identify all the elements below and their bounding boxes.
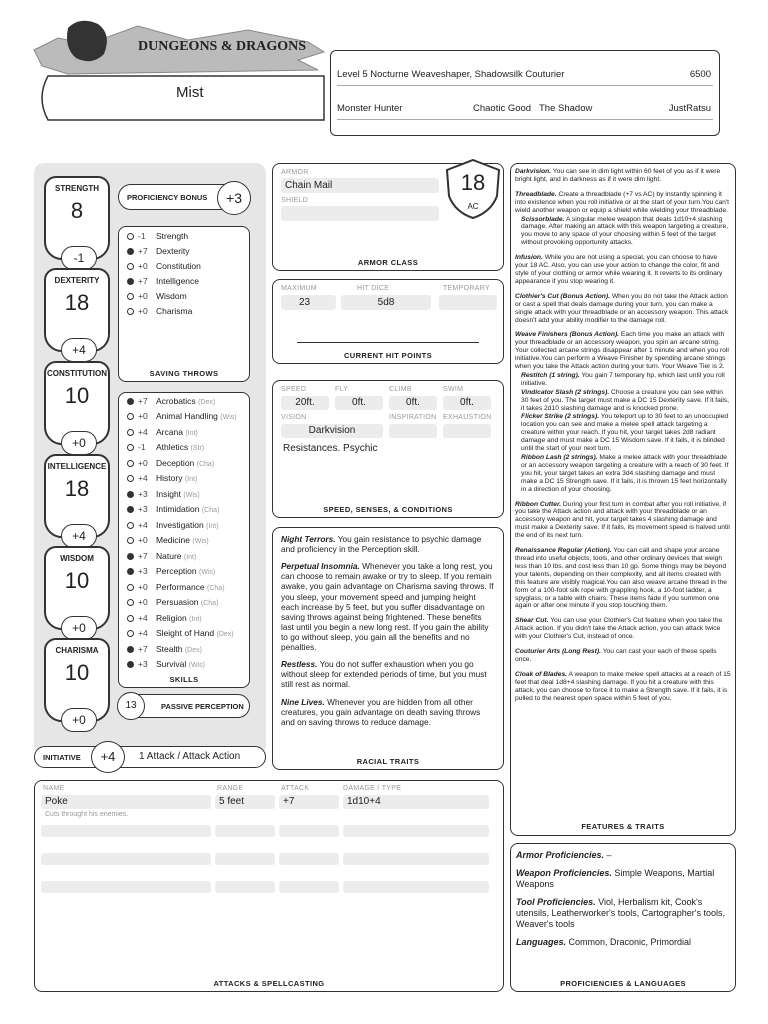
skill-row[interactable]: +4 Sleight of Hand (Dex) xyxy=(127,628,234,642)
armor-class-panel: ARMOR Chain Mail SHIELD 18 AC ARMOR CLASS xyxy=(272,163,504,271)
racial-trait: Restless. You do not suffer exhaustion when you go without sleep for extended periods of time, but you must still rest as normal. xyxy=(281,659,487,690)
attacks-panel: NAME RANGE ATTACK DAMAGE / TYPE Poke 5 feet +7 1d10+4 Cuts throught his enemies. ATTACKS & SPELLCASTING xyxy=(34,780,504,992)
save-strength[interactable]: -1 Strength xyxy=(127,231,188,245)
save-dexterity[interactable]: +7 Dexterity xyxy=(127,246,190,260)
racial-traits-title: RACIAL TRAITS xyxy=(356,756,420,766)
hit-dice[interactable]: 5d8 xyxy=(341,295,431,310)
skill-row[interactable]: +0 Performance (Cha) xyxy=(127,582,225,596)
skill-row[interactable]: +4 History (Int) xyxy=(127,473,197,487)
proficiencies-panel xyxy=(510,843,736,992)
skill-row[interactable]: +0 Deception (Cha) xyxy=(127,458,214,472)
feature: Restitch (1 string). You gain 7 temporary hp, which last until you roll initiative. xyxy=(521,371,725,387)
exhaustion-field[interactable] xyxy=(443,424,491,438)
racial-trait: Night Terrors. You gain resistance to psychic damage and proficiency in the Perception skill. xyxy=(281,534,482,555)
skill-row[interactable]: +4 Religion (Int) xyxy=(127,613,202,627)
skill-row[interactable]: +7 Acrobatics (Dex) xyxy=(127,396,215,410)
racial-trait: Nine Lives. Whenever you are hidden from all other creatures, you gain advantage on death saving throws and on saving throws to reduce damage. xyxy=(281,696,481,727)
feature: Ribbon Cutter. During your first turn in combat after you roll initiative, if you take the Attack action and attack with your threadblade or an accessory weapon and hit, your target takes 4 slashing damage and must make a Dexterity save. If it fails, its movement speed is halved until the end of its next turn. xyxy=(515,500,730,540)
attack-range[interactable]: 5 feet xyxy=(215,795,275,809)
hit-points-panel: MAXIMUM HIT DICE TEMPORARY 23 5d8 CURRENT HIT POINTS xyxy=(272,279,504,364)
logo-text: DUNGEONS & DRAGONS xyxy=(138,39,307,54)
feature: Ribbon Lash (2 strings). Make a melee attack with your threadblade or an accessory weapon targeting a creature with a reach of 30 feet. If you hit, your target takes an extra 3d4 slashing damage and must make a DC 15 Strength save. If it fails, it is thrown 15 feet horizontally in a direction of your choosing. xyxy=(521,454,729,493)
skill-row[interactable]: +7 Nature (Int) xyxy=(127,551,196,565)
feature: Threadblade. Create a threadblade (+7 vs AC) by instantly spinning it into existence when you roll initiative or at the start of your turn.You can't wield another weapon or equip a shield while wielding your threadblade. xyxy=(515,190,730,214)
passive-perception-value[interactable]: 13 xyxy=(117,692,145,720)
feature: Renaissance Regular (Action). You can call and shape your arcane thread into useful objects, tools, and other ordinary devices that weigh less than 10 lbs. and cost less than 10 gp. Some things may be beyond your talents, depending on their complexity, and all items created with this feature are visibly magical.You can also weave arcane thread in the form of a 100-foot silk rope with grappling hook, a 10-foot ladder, a spyglass, or a table with chairs. These items fade if you summon one again or after one minute if you stop touching them. xyxy=(515,547,728,610)
vision-field[interactable]: Darkvision xyxy=(281,424,383,438)
speed-swim[interactable]: 0ft. xyxy=(443,396,491,410)
skill-row[interactable]: +3 Intimidation (Cha) xyxy=(127,504,219,518)
feature: Flicker Strike (2 strings). You teleport up to 30 feet to an unoccupied location you can see and make a melee spell attack targeting a creature within your reach. If you hit, your target takes 2d8 radiant damage and must make a DC 15 Wisdom save. If it fails, it is blinded until the start of your next turn. xyxy=(521,413,729,453)
attack-name[interactable]: Poke xyxy=(41,795,211,809)
speed-walk[interactable]: 20ft. xyxy=(281,396,329,410)
race[interactable]: The Shadow xyxy=(539,103,593,114)
background[interactable]: Monster Hunter xyxy=(337,103,403,114)
attack-damage[interactable]: 1d10+4 xyxy=(343,795,489,809)
speed-climb[interactable]: 0ft. xyxy=(389,396,437,410)
ability-intelligence[interactable]: INTELLIGENCE 18 +4 xyxy=(44,454,110,538)
racial-traits-panel xyxy=(272,527,504,770)
proficiency-item: Armor Proficiencies. – xyxy=(516,850,612,860)
attack-bonus[interactable]: +7 xyxy=(279,795,339,809)
ability-strength[interactable]: STRENGTH 8 -1 xyxy=(44,176,110,260)
feature: Darkvision. You can see in dim light within 60 feet of you as if it were bright light, and in darkness as if it were dim light. xyxy=(515,168,721,183)
saving-throws-title: SAVING THROWS xyxy=(149,369,219,378)
ability-dexterity[interactable]: DEXTERITY 18 +4 xyxy=(44,268,110,352)
player-name[interactable]: JustRatsu xyxy=(668,103,711,114)
feature: Shear Cut. You can use your Clothier's Cut feature when you take the Attack action. If you didn't take the Attack action, you can attack twice with your Clothier's Cut, instead of once. xyxy=(515,617,723,641)
class-level[interactable]: Level 5 Nocturne Weaveshaper, Shadowsilk Couturier xyxy=(337,69,565,80)
resistances: Resistances. Psychic xyxy=(283,443,378,454)
hp-maximum[interactable]: 23 xyxy=(281,295,336,310)
attack-note: Cuts throught his enemies. xyxy=(45,811,129,818)
inspiration-field[interactable] xyxy=(389,424,437,438)
skills-title: SKILLS xyxy=(169,675,199,684)
hp-temporary[interactable] xyxy=(439,295,497,310)
hit-points-title: CURRENT HIT POINTS xyxy=(343,351,433,360)
armor-class-title: ARMOR CLASS xyxy=(357,258,419,267)
speed-fly[interactable]: 0ft. xyxy=(335,396,383,410)
feature: Cloak of Blades. A weapon to make melee spell attacks at a reach of 15 feet that deal 1d8+4 slashing damage. If you hit a creature with this attack, you can choose to force it to make a Strength save. If it fails, it is pulled to the nearest open space within 5 feet of you. xyxy=(515,670,731,702)
skill-row[interactable]: -1 Athletics (Str) xyxy=(127,442,204,456)
shield-field[interactable] xyxy=(281,206,439,221)
feature: Vindicator Slash (2 strings). Choose a creature you can see within 30 feet of you. The target must make a DC 15 Dexterity save. If it fails, it takes 2d10 slashing damage and is knocked prone. xyxy=(521,388,730,412)
attacks-title: ATTACKS & SPELLCASTING xyxy=(213,979,325,988)
racial-trait: Perpetual Insomnia. Whenever you take a long rest, you can choose to remain awake or try to sleep. If you remain awake, you gain advantage on Charisma saving throws. If you sleep, your movement speed and jumping height each increase by 5 feet, but you suffer disadvantage on saving throws against being frightened. These benefits last until you begin a new long rest. If you gain the ability to go without sleep, you gain all the benefits and no penalties. xyxy=(281,561,494,653)
ability-wisdom[interactable]: WISDOM 10 +0 xyxy=(44,546,110,630)
initiative-value[interactable]: +4 xyxy=(91,741,125,773)
skill-row[interactable]: +7 Stealth (Dex) xyxy=(127,644,202,658)
hp-tracker-line xyxy=(297,342,479,343)
attack-empty-row[interactable] xyxy=(41,825,211,837)
armor-class-value[interactable]: 18 xyxy=(460,170,486,195)
feature: Couturier Arts (Long Rest). You can cast your each of these spells once. xyxy=(515,648,717,663)
skill-row[interactable]: +4 Arcana (Int) xyxy=(127,427,198,441)
armor-field[interactable]: Chain Mail xyxy=(281,178,439,193)
feature: Weave Finishers (Bonus Action). Each time you make an attack with your threadblade or an accessory weapon, you spin an arcane string. Your collected arcane strings disappear after 1 minute and when you roll initiative.You can perform a Weave Finisher by spending arcane strings when you take the Attack action during your turn. Your Weave Tier is 2. xyxy=(515,331,729,371)
speed-senses-panel: SPEED FLY CLIMB SWIM 20ft. 0ft. 0ft. 0ft. VISION INSPIRATION EXHAUSTION Darkvision Resistances. Psychic SPEED, SENSES, & CONDITIONS xyxy=(272,380,504,518)
save-intelligence[interactable]: +7 Intelligence xyxy=(127,276,199,290)
attack-empty-row[interactable] xyxy=(41,853,211,865)
alignment[interactable]: Chaotic Good xyxy=(473,103,532,114)
skill-row[interactable]: +0 Persuasion (Cha) xyxy=(127,597,218,611)
skill-row[interactable]: +0 Medicine (Wis) xyxy=(127,535,209,549)
saving-throws-panel xyxy=(118,226,250,382)
proficiencies-title: PROFICIENCIES & LANGUAGES xyxy=(560,978,686,988)
save-charisma[interactable]: +0 Charisma xyxy=(127,306,192,320)
save-constitution[interactable]: +0 Constitution xyxy=(127,261,201,275)
character-name[interactable]: Mist xyxy=(176,84,204,101)
speed-senses-title: SPEED, SENSES, & CONDITIONS xyxy=(323,505,453,514)
feature: Infusion. While you are not using a special, you can choose to have your 18 AC. Also, you can use your action to change the color, fit and style of your clothing or armor while wearing it. It reverts to its ordinary appearance if you stop wearing it. xyxy=(515,254,723,285)
attacks-per-action[interactable]: 1 Attack / Attack Action xyxy=(139,751,241,762)
skill-row[interactable]: +3 Perception (Wis) xyxy=(127,566,215,580)
banner-scroll-graphic xyxy=(28,14,328,130)
features-panel xyxy=(510,163,736,836)
save-wisdom[interactable]: +0 Wisdom xyxy=(127,291,187,305)
skills-panel xyxy=(118,392,250,688)
feature: Clothier's Cut (Bonus Action). When you do not take the Attack action or cast a spell that deals damage during your turn, you can make a single attack with your threadblade or an accessory weapon. This attack doesn't add your ability modifier to the damage roll. xyxy=(515,292,729,324)
feature: Scissorblade. A singular melee weapon that deals 1d10+4 slashing damage. After making an attack with this weapon targeting a creature, you move to any space of your choosing within 5 feet of the target without provoking opportunity attacks. xyxy=(521,215,729,247)
ability-charisma[interactable]: CHARISMA 10 +0 xyxy=(44,638,110,722)
skill-row[interactable]: +0 Animal Handling (Wis) xyxy=(127,411,237,425)
header-info-panel xyxy=(330,50,720,136)
attack-empty-row[interactable] xyxy=(41,881,211,893)
initiative: INITIATIVE +4 1 Attack / Attack Action xyxy=(34,746,266,768)
proficiency-bonus: PROFICIENCY BONUS +3 xyxy=(118,184,250,210)
header-banner xyxy=(28,14,328,130)
features-title: FEATURES & TRAITS xyxy=(581,822,665,832)
experience-points[interactable]: 6500 xyxy=(689,69,711,80)
proficiency-item: Weapon Proficiencies. Simple Weapons, Martial Weapons xyxy=(516,867,715,889)
ability-constitution[interactable]: CONSTITUTION 10 +0 xyxy=(44,361,110,445)
proficiency-bonus-value[interactable]: +3 xyxy=(217,181,251,215)
skill-row[interactable]: +4 Investigation (Int) xyxy=(127,520,219,534)
skill-row[interactable]: +3 Insight (Wis) xyxy=(127,489,200,503)
proficiency-item: Languages. Common, Draconic, Primordial xyxy=(516,936,692,947)
skill-row[interactable]: +3 Survival (Wis) xyxy=(127,659,205,673)
passive-perception: 13 PASSIVE PERCEPTION xyxy=(118,694,250,718)
proficiency-item: Tool Proficiencies. Viol, Herbalism kit, Cook's utensils, Leatherworker's tools, Cartographer's tools, Weaver's tools xyxy=(516,896,726,929)
